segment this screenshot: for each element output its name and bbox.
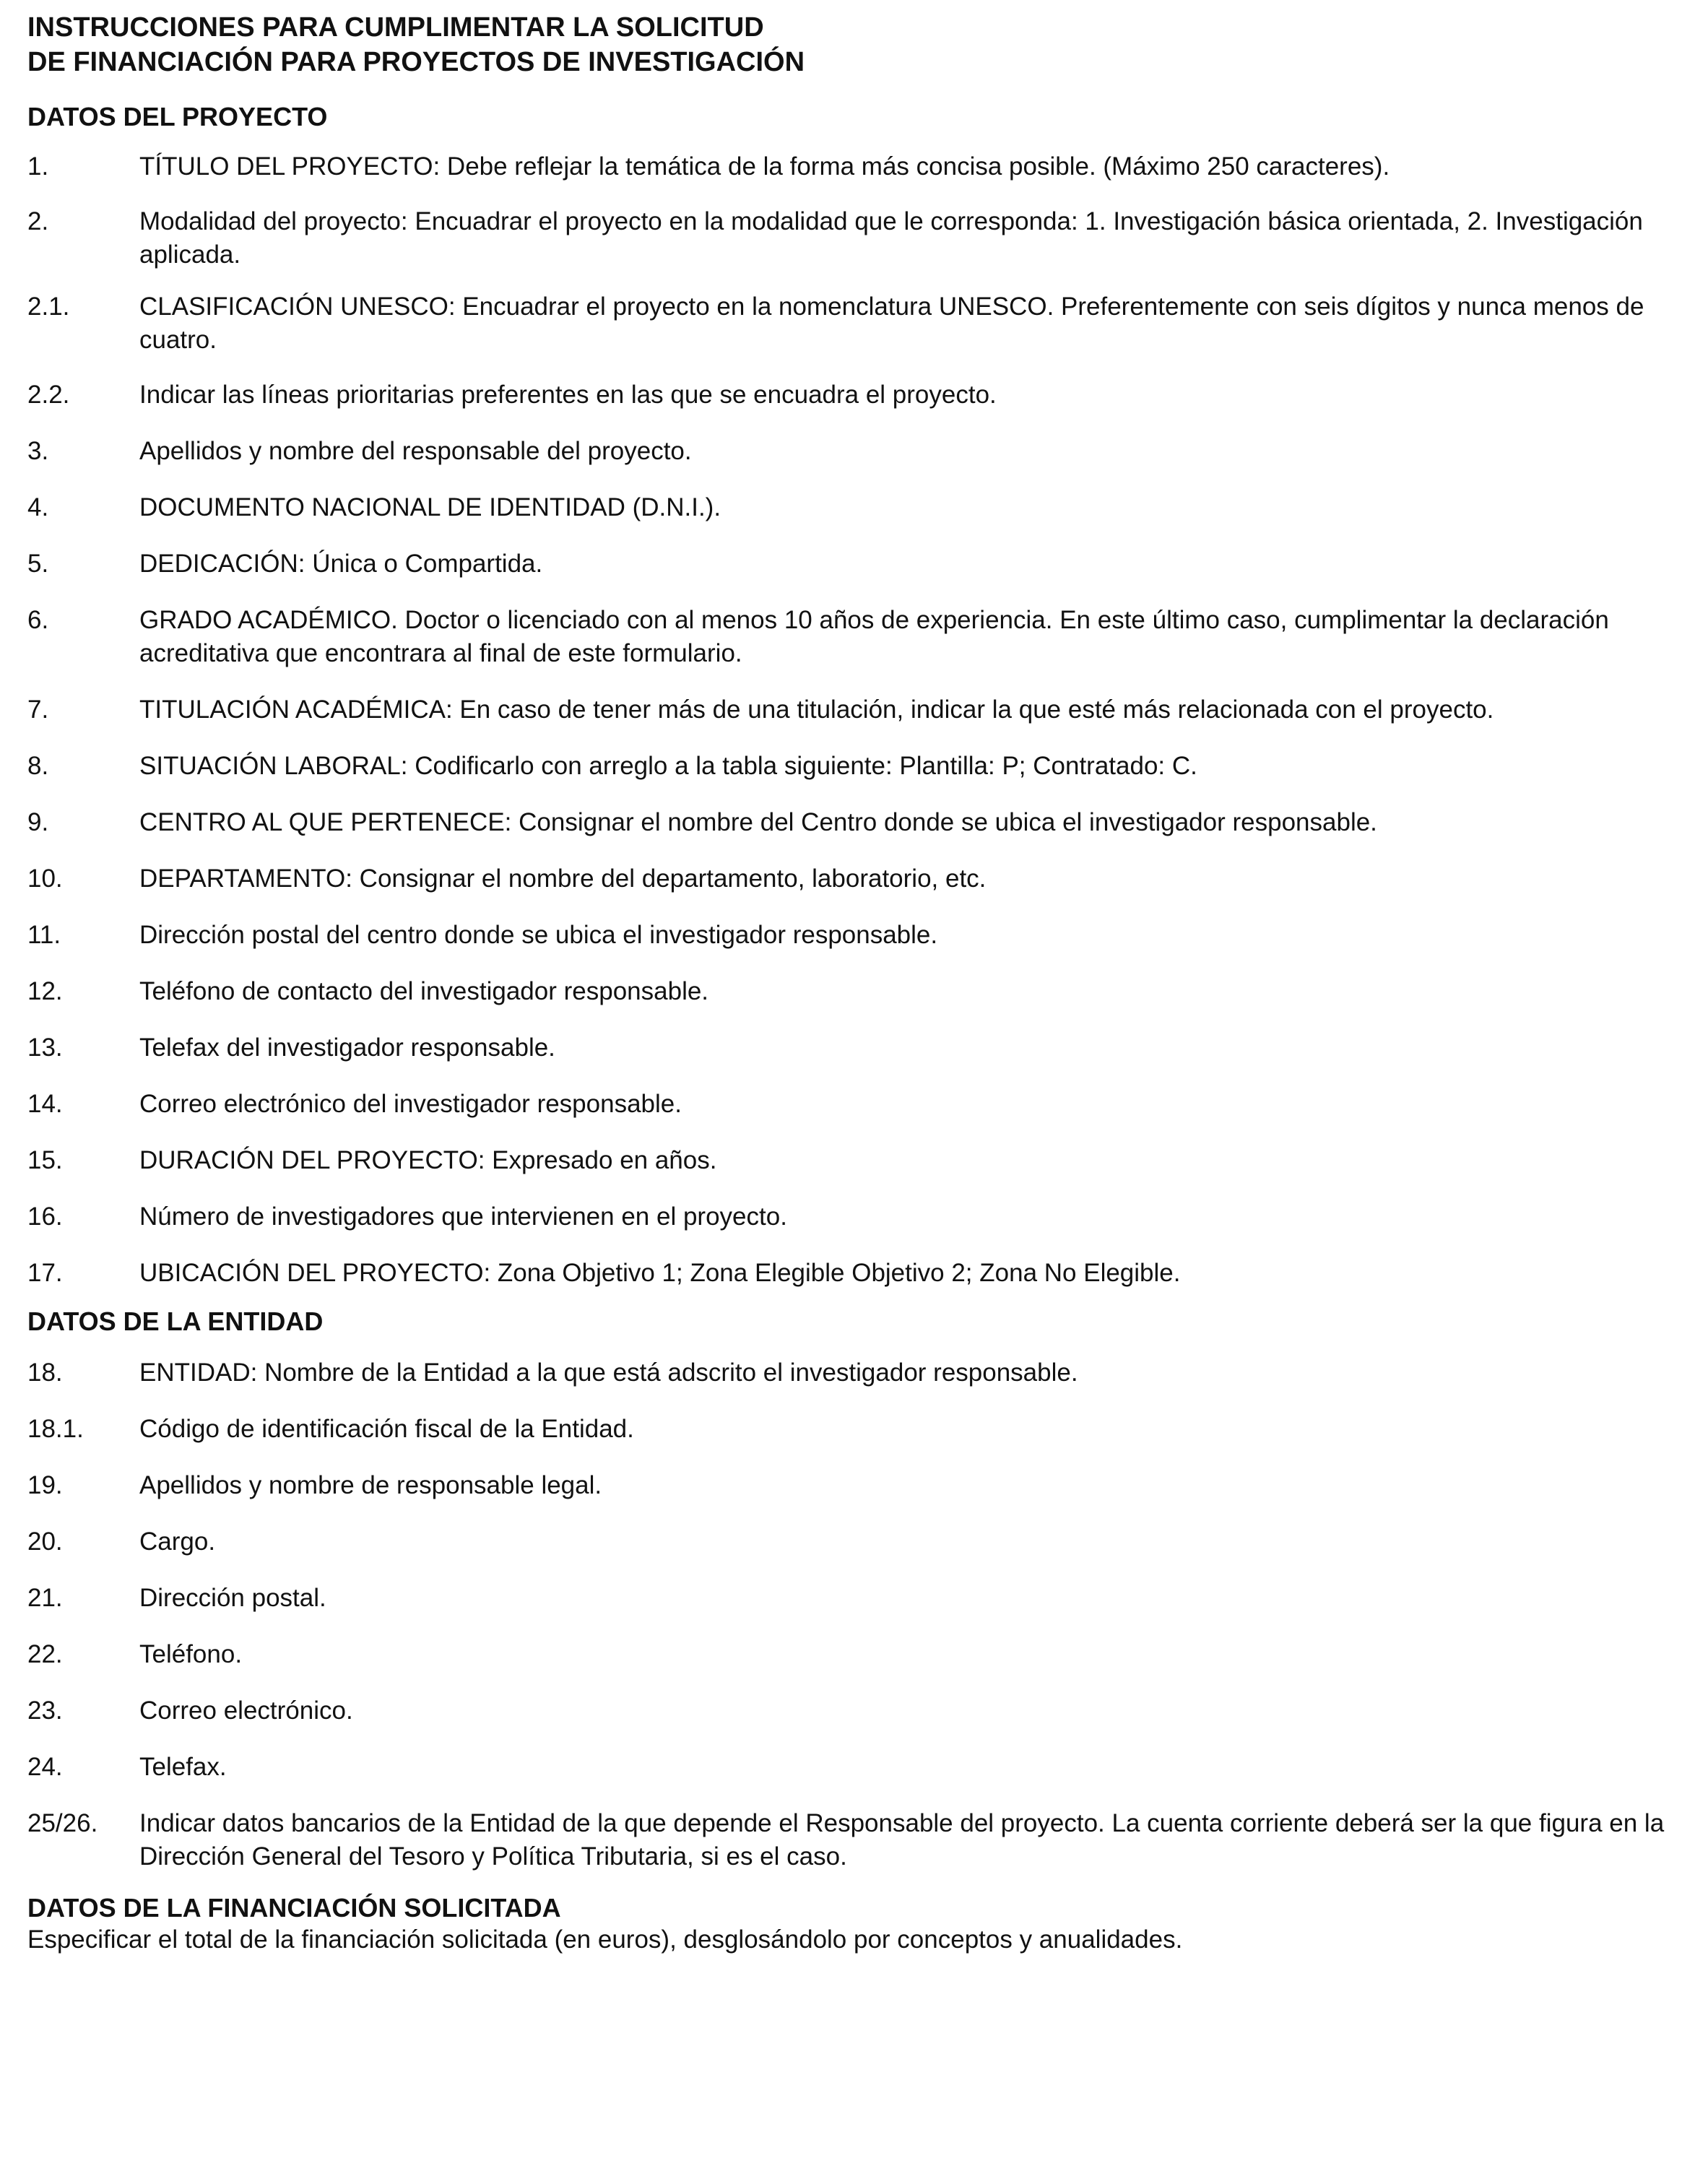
title-line-2: DE FINANCIACIÓN PARA PROYECTOS DE INVESTIGACIÓN (27, 47, 805, 77)
list-item (27, 435, 1667, 468)
item-text: CLASIFICACIÓN UNESCO: Encuadrar el proyecto en la nomenclatura UNESCO. Preferentemente con seis dígitos y nunca menos de cuatro. (139, 292, 1644, 354)
list-item (27, 1031, 1667, 1065)
list-item (27, 1807, 1667, 1873)
list-item (27, 693, 1667, 727)
document-title (27, 10, 1667, 79)
item-text: Telefax del investigador responsable. (139, 1034, 555, 1062)
item-text: Indicar las líneas prioritarias preferentes en las que se encuadra el proyecto. (139, 381, 997, 409)
item-number: 7. (27, 696, 49, 724)
list-item (27, 1144, 1667, 1177)
list-item (27, 1694, 1667, 1728)
item-text: DURACIÓN DEL PROYECTO: Expresado en años. (139, 1146, 717, 1174)
item-number: 17. (27, 1259, 63, 1287)
item-text: Indicar datos bancarios de la Entidad de la que depende el Responsable del proyecto. La cuenta corriente deberá ser la que figura en la Dirección General del Tesoro y Política Tributaria, si es el caso. (139, 1809, 1665, 1871)
list-item (27, 1751, 1667, 1784)
list-item (27, 378, 1667, 412)
item-text: DEPARTAMENTO: Consignar el nombre del departamento, laboratorio, etc. (139, 864, 987, 893)
list-item (27, 150, 1667, 183)
list-item (27, 1638, 1667, 1671)
list-item (27, 750, 1667, 783)
item-text: Dirección postal del centro donde se ubica el investigador responsable. (139, 921, 938, 949)
item-text: Modalidad del proyecto: Encuadrar el proyecto en la modalidad que le corresponda: 1. Investigación básica orientada, 2. Investigación aplicada. (139, 207, 1643, 269)
list-item (27, 205, 1667, 272)
item-number: 18.1. (27, 1415, 84, 1443)
item-number: 6. (27, 606, 49, 634)
item-number: 8. (27, 752, 49, 780)
item-number: 24. (27, 1753, 63, 1781)
list-item (27, 1582, 1667, 1615)
item-text: Correo electrónico del investigador responsable. (139, 1090, 682, 1118)
item-number: 16. (27, 1202, 63, 1231)
item-text: Dirección postal. (139, 1584, 326, 1612)
item-number: 23. (27, 1696, 63, 1725)
item-text: UBICACIÓN DEL PROYECTO: Zona Objetivo 1; Zona Elegible Objetivo 2; Zona No Elegible. (139, 1259, 1181, 1287)
list-item (27, 547, 1667, 581)
item-text: Teléfono. (139, 1640, 243, 1668)
item-text: DEDICACIÓN: Única o Compartida. (139, 550, 543, 578)
list-item (27, 1088, 1667, 1121)
item-text: Apellidos y nombre del responsable del proyecto. (139, 437, 692, 465)
item-text: DOCUMENTO NACIONAL DE IDENTIDAD (D.N.I.). (139, 493, 721, 521)
item-text: Cargo. (139, 1528, 216, 1556)
item-number: 4. (27, 493, 49, 521)
item-number: 9. (27, 808, 49, 836)
list-item (27, 919, 1667, 952)
item-number: 2. (27, 207, 49, 235)
list-item (27, 806, 1667, 839)
item-number: 2.2. (27, 381, 70, 409)
item-text: TITULACIÓN ACADÉMICA: En caso de tener más de una titulación, indicar la que esté más relacionada con el proyecto. (139, 696, 1494, 724)
item-number: 21. (27, 1584, 63, 1612)
item-text: ENTIDAD: Nombre de la Entidad a la que está adscrito el investigador responsable. (139, 1358, 1078, 1387)
item-number: 10. (27, 864, 63, 893)
item-number: 22. (27, 1640, 63, 1668)
item-number: 25/26. (27, 1809, 98, 1837)
item-text: Teléfono de contacto del investigador responsable. (139, 977, 709, 1005)
list-item (27, 975, 1667, 1008)
item-text: Código de identificación fiscal de la Entidad. (139, 1415, 634, 1443)
item-number: 2.1. (27, 292, 70, 321)
item-number: 3. (27, 437, 49, 465)
list-item (27, 1356, 1667, 1390)
list-item (27, 1200, 1667, 1234)
entidad-items (27, 1356, 1667, 1873)
item-text: GRADO ACADÉMICO. Doctor o licenciado con al menos 10 años de experiencia. En este último caso, cumplimentar la declaración acreditativa que encontrara al final de este formulario. (139, 606, 1609, 667)
list-item (27, 1469, 1667, 1502)
title-line-1: INSTRUCCIONES PARA CUMPLIMENTAR LA SOLICITUD (27, 12, 764, 43)
document-page (27, 10, 1667, 1956)
item-text: Correo electrónico. (139, 1696, 353, 1725)
item-number: 11. (27, 921, 61, 949)
item-number: 14. (27, 1090, 63, 1118)
list-item (27, 1525, 1667, 1559)
list-item (27, 862, 1667, 896)
financiacion-text: Especificar el total de la financiación solicitada (en euros), desglosándolo por conceptos y anualidades. (27, 1925, 1183, 1954)
item-number: 12. (27, 977, 63, 1005)
item-number: 20. (27, 1528, 63, 1556)
section-heading-proyecto: DATOS DEL PROYECTO (27, 102, 328, 131)
item-number: 18. (27, 1358, 63, 1387)
item-text: Apellidos y nombre de responsable legal. (139, 1471, 602, 1499)
item-text: Número de investigadores que intervienen en el proyecto. (139, 1202, 787, 1231)
list-item (27, 1257, 1667, 1290)
item-number: 1. (27, 152, 49, 181)
section-heading-financiacion: DATOS DE LA FINANCIACIÓN SOLICITADA (27, 1893, 561, 1923)
list-item (27, 491, 1667, 524)
list-item (27, 1413, 1667, 1446)
item-text: SITUACIÓN LABORAL: Codificarlo con arreglo a la tabla siguiente: Plantilla: P; Contratado: C. (139, 752, 1197, 780)
section-heading-entidad: DATOS DE LA ENTIDAD (27, 1306, 324, 1336)
item-text: TÍTULO DEL PROYECTO: Debe reflejar la temática de la forma más concisa posible. (Máximo 250 caracteres). (139, 152, 1390, 181)
item-text: Telefax. (139, 1753, 227, 1781)
item-text: CENTRO AL QUE PERTENECE: Consignar el nombre del Centro donde se ubica el investigador responsable. (139, 808, 1377, 836)
item-number: 19. (27, 1471, 63, 1499)
list-item (27, 290, 1667, 357)
list-item (27, 604, 1667, 670)
proyecto-items (27, 150, 1667, 1290)
item-number: 15. (27, 1146, 63, 1174)
item-number: 5. (27, 550, 49, 578)
item-number: 13. (27, 1034, 63, 1062)
